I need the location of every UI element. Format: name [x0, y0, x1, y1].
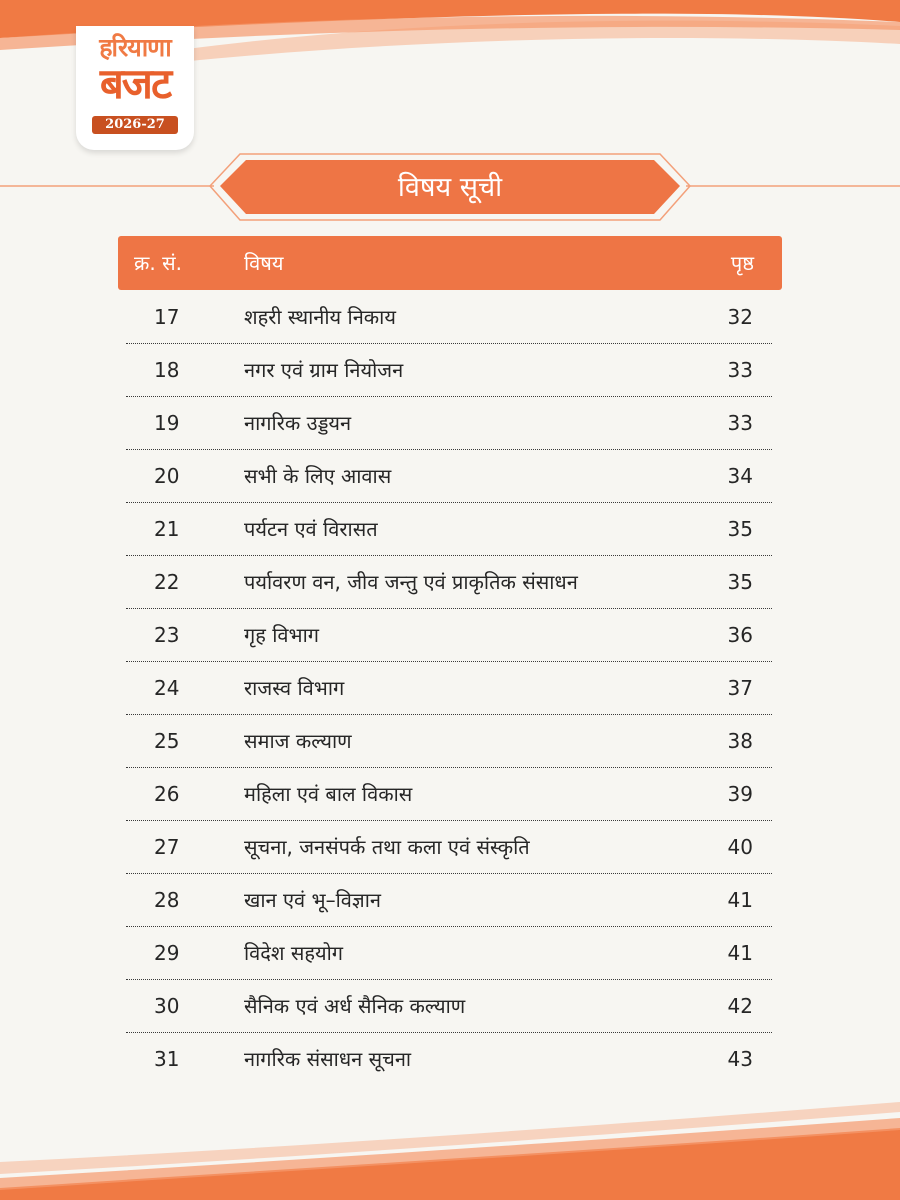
table-row: [126, 874, 772, 927]
row-serial: 23: [154, 623, 180, 647]
table-row: [126, 344, 772, 397]
row-subject: सभी के लिए आवास: [244, 464, 392, 488]
table-row: [126, 556, 772, 609]
page-title: विषय सूची: [397, 172, 503, 203]
table-row: [126, 1033, 772, 1085]
row-page: 35: [727, 517, 753, 541]
row-page: 34: [727, 464, 753, 488]
row-subject: सूचना, जनसंपर्क तथा कला एवं संस्कृति: [244, 835, 530, 859]
logo-year: 2026-27: [92, 116, 178, 134]
row-serial: 27: [154, 835, 180, 859]
row-serial: 19: [154, 411, 180, 435]
row-page: 39: [727, 782, 753, 806]
table-of-contents: [126, 291, 772, 1085]
row-page: 36: [727, 623, 753, 647]
row-serial: 28: [154, 888, 180, 912]
row-subject: नागरिक संसाधन सूचना: [244, 1047, 412, 1071]
row-subject: शहरी स्थानीय निकाय: [244, 305, 396, 329]
row-serial: 25: [154, 729, 180, 753]
row-page: 43: [727, 1047, 753, 1071]
table-header: [118, 236, 782, 290]
row-subject: महिला एवं बाल विकास: [244, 782, 413, 806]
header-page: पृष्ठ: [730, 251, 754, 275]
row-serial: 17: [154, 305, 180, 329]
row-serial: 22: [154, 570, 180, 594]
row-subject: राजस्व विभाग: [244, 676, 345, 700]
row-subject: पर्यटन एवं विरासत: [244, 517, 378, 541]
row-page: 33: [727, 358, 753, 382]
row-subject: खान एवं भू–विज्ञान: [244, 888, 381, 912]
row-subject: विदेश सहयोग: [244, 941, 344, 965]
row-subject: समाज कल्याण: [244, 729, 352, 753]
row-subject: गृह विभाग: [244, 623, 320, 647]
table-row: [126, 821, 772, 874]
table-row: [126, 291, 772, 344]
row-page: 33: [727, 411, 753, 435]
table-row: [126, 450, 772, 503]
row-subject: नगर एवं ग्राम नियोजन: [244, 358, 404, 382]
row-serial: 21: [154, 517, 180, 541]
table-row: [126, 980, 772, 1033]
table-row: [126, 927, 772, 980]
row-page: 41: [727, 888, 753, 912]
header-serial-number: क्र. सं.: [134, 251, 182, 275]
header-subject: विषय: [244, 251, 284, 275]
row-serial: 30: [154, 994, 180, 1018]
row-subject: पर्यावरण वन, जीव जन्तु एवं प्राकृतिक संसाधन: [244, 570, 578, 594]
logo-state-name: हरियाणा: [99, 33, 171, 62]
row-serial: 18: [154, 358, 180, 382]
row-page: 35: [727, 570, 753, 594]
table-row: [126, 768, 772, 821]
row-page: 37: [727, 676, 753, 700]
row-page: 38: [727, 729, 753, 753]
row-serial: 20: [154, 464, 180, 488]
budget-logo: [76, 26, 194, 150]
row-serial: 29: [154, 941, 180, 965]
table-row: [126, 715, 772, 768]
row-page: 42: [727, 994, 753, 1018]
table-row: [126, 397, 772, 450]
row-serial: 31: [154, 1047, 180, 1071]
row-subject: नागरिक उड्डयन: [244, 411, 352, 435]
row-serial: 26: [154, 782, 180, 806]
table-row: [126, 609, 772, 662]
table-row: [126, 503, 772, 556]
row-page: 41: [727, 941, 753, 965]
row-serial: 24: [154, 676, 180, 700]
row-page: 40: [727, 835, 753, 859]
row-subject: सैनिक एवं अर्ध सैनिक कल्याण: [244, 994, 466, 1018]
row-page: 32: [727, 305, 753, 329]
table-row: [126, 662, 772, 715]
logo-budget-word: बजट: [99, 59, 171, 108]
